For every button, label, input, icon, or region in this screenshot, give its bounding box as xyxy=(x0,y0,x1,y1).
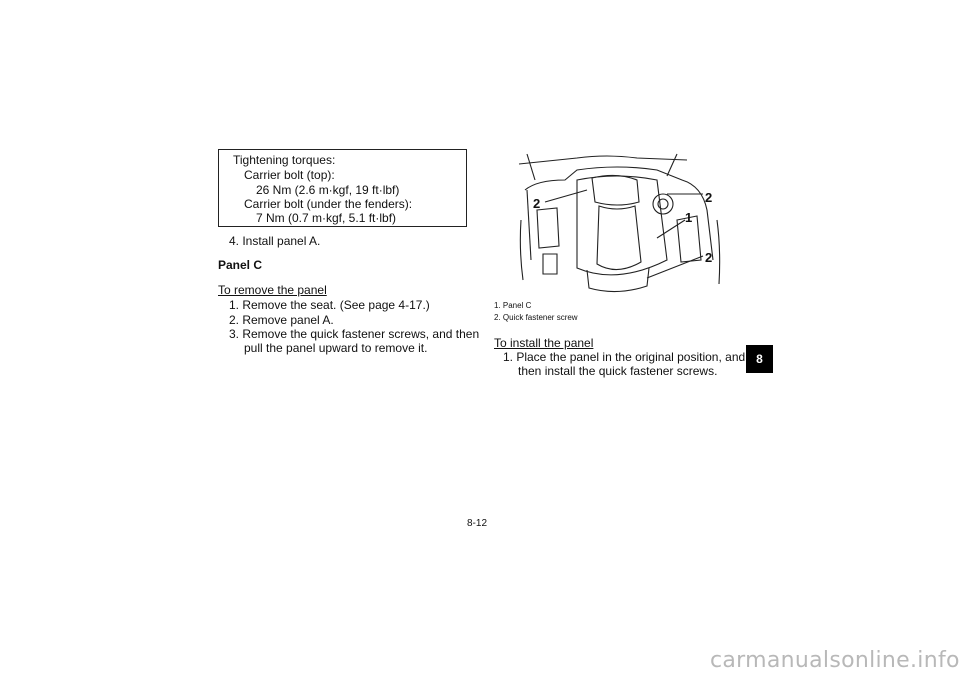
remove-panel-heading: To remove the panel xyxy=(218,283,327,297)
section-heading-panel-c: Panel C xyxy=(218,258,263,272)
callout-2-top-right: 2 xyxy=(705,190,713,205)
install-step-1: 1. Place the panel in the original position, and xyxy=(503,350,746,364)
torque-title: Tightening torques: xyxy=(233,153,336,167)
callout-1: 1 xyxy=(685,210,693,225)
remove-step-1: 1. Remove the seat. (See page 4-17.) xyxy=(229,298,430,312)
caption-quick-fastener-screw: 2. Quick fastener screw xyxy=(494,313,578,322)
panel-c-illustration xyxy=(517,150,725,298)
torque-item1-value: 26 Nm (2.6 m·kgf, 19 ft·lbf) xyxy=(256,183,400,197)
remove-step-2: 2. Remove panel A. xyxy=(229,313,334,327)
install-step-1-cont: then install the quick fastener screws. xyxy=(518,364,718,378)
remove-step-3: 3. Remove the quick fastener screws, and then xyxy=(229,327,480,341)
page-number: 8-12 xyxy=(467,518,488,529)
torque-spec-box xyxy=(218,149,467,227)
watermark: carmanualsonline.info xyxy=(710,648,960,673)
torque-item1-label: Carrier bolt (top): xyxy=(244,168,335,182)
caption-panel-c: 1. Panel C xyxy=(494,301,532,310)
callout-2-left: 2 xyxy=(533,196,541,211)
chapter-tab: 8 xyxy=(746,345,773,373)
install-panel-heading: To install the panel xyxy=(494,336,594,350)
torque-item2-value: 7 Nm (0.7 m·kgf, 5.1 ft·lbf) xyxy=(256,211,397,225)
torque-item2-label: Carrier bolt (under the fenders): xyxy=(244,197,413,211)
step-install-panel-a: 4. Install panel A. xyxy=(229,234,321,248)
callout-2-bottom-right: 2 xyxy=(705,250,713,265)
remove-step-3-cont: pull the panel upward to remove it. xyxy=(244,341,428,355)
